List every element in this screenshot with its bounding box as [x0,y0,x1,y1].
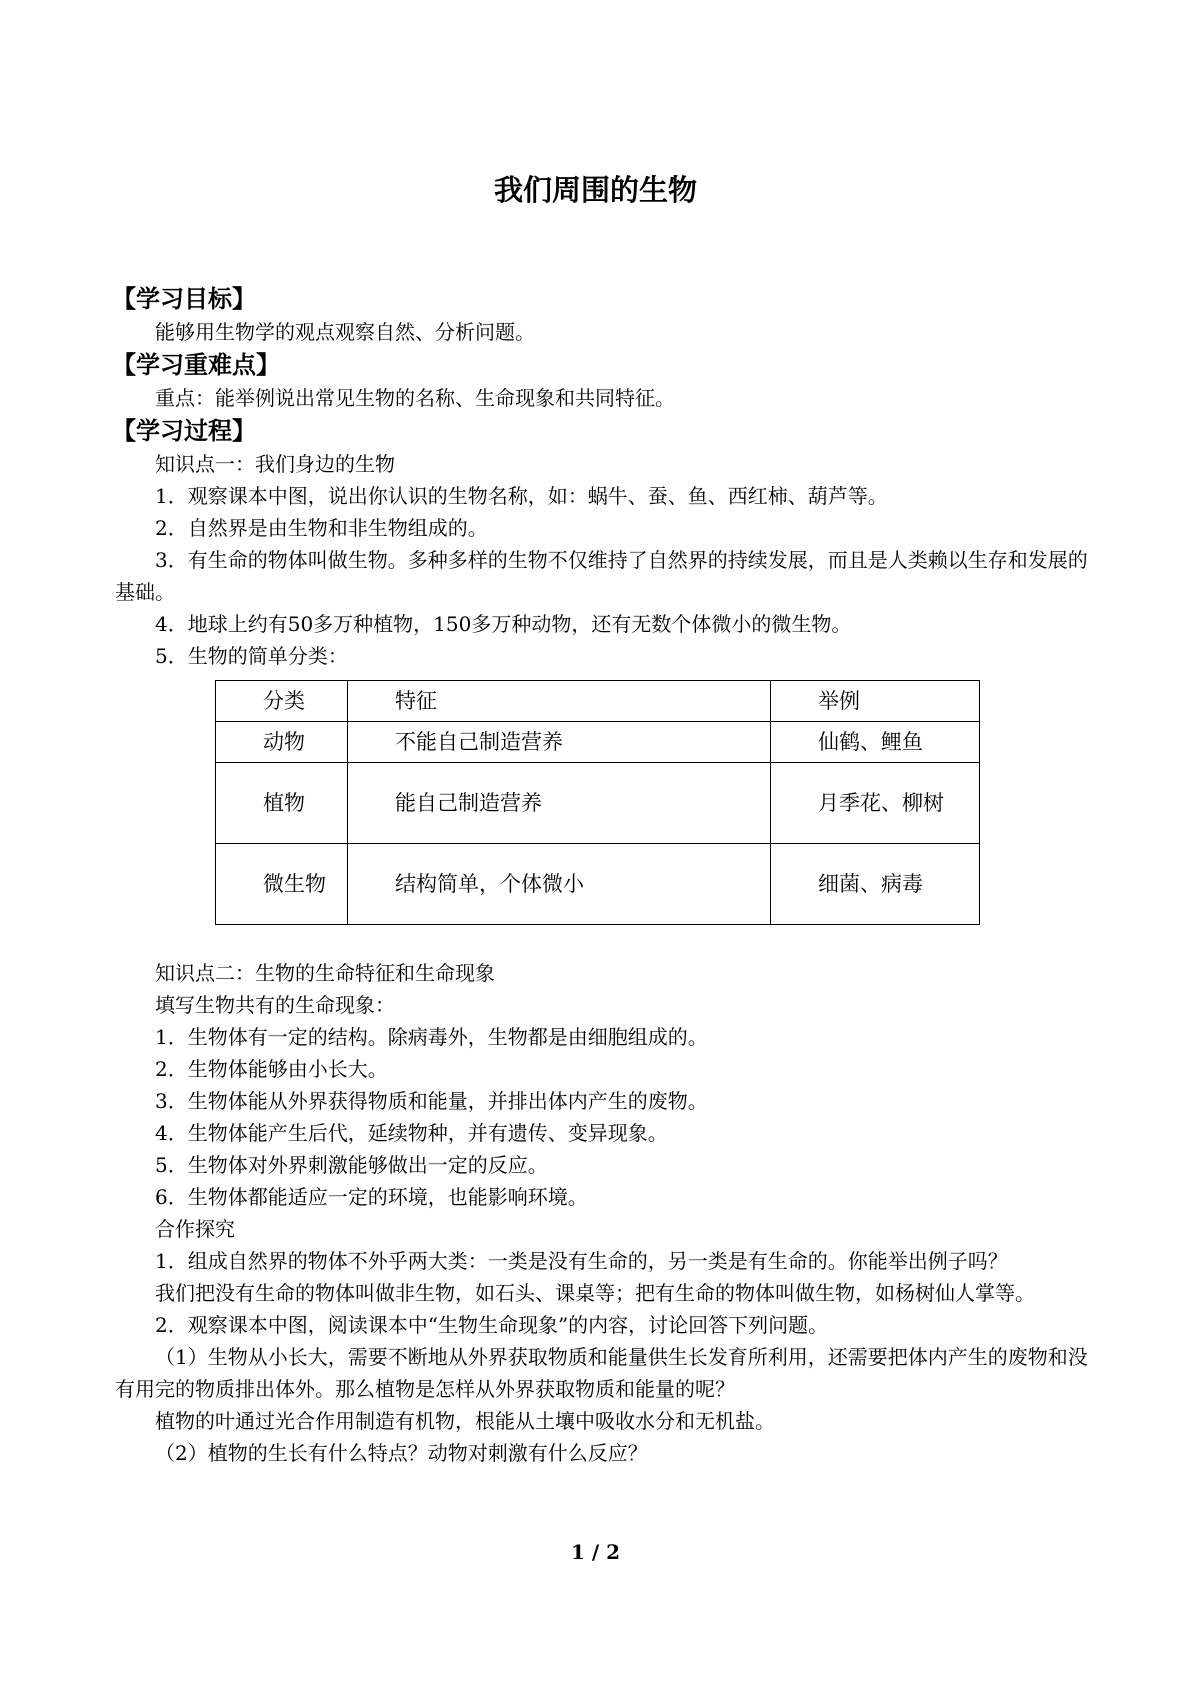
table-cell: 动物 [216,722,348,763]
coop-question: 1．组成自然界的物体不外乎两大类：一类是没有生命的，另一类是有生命的。你能举出例子吗？ [155,1249,1008,1273]
goal-text: 能够用生物学的观点观察自然、分析问题。 [155,320,535,344]
table-cell: 结构简单，个体微小 [348,844,771,925]
key-heading: 【学习重难点】 [112,351,280,379]
table-header-cell: 特征 [348,681,771,722]
coop-title: 合作探究 [155,1217,235,1241]
point2-item: 1．生物体有一定的结构。除病毒外，生物都是由细胞组成的。 [155,1025,708,1049]
coop-answer: 植物的叶通过光合作用制造有机物，根能从土壤中吸收水分和无机盐。 [155,1409,775,1433]
point1-item: 3．有生命的物体叫做生物。多种多样的生物不仅维持了自然界的持续发展，而且是人类赖以生存和发展的基础。 [115,548,1088,604]
table-header-cell: 分类 [216,681,348,722]
table-header-row [216,681,980,722]
document-body [112,282,1090,1469]
page-number: 1 / 2 [570,1540,621,1564]
table-row [216,763,980,844]
goal-heading: 【学习目标】 [112,285,256,313]
document-title: 我们周围的生物 [493,173,697,207]
point1-item: 1．观察课本中图，说出你认识的生物名称，如：蜗牛、蚕、鱼、西红柿、葫芦等。 [155,484,888,508]
table-cell: 能自己制造营养 [348,763,771,844]
point1-item: 2．自然界是由生物和非生物组成的。 [155,516,488,540]
key-text: 重点：能举例说出常见生物的名称、生命现象和共同特征。 [155,386,675,410]
point2-item: 2．生物体能够由小长大。 [155,1057,388,1081]
table-cell: 植物 [216,763,348,844]
point2-title: 知识点二：生物的生命特征和生命现象 [155,961,495,985]
coop-subquestion: （2）植物的生长有什么特点？动物对刺激有什么反应？ [155,1441,648,1465]
table-row [216,722,980,763]
point1-item: 5．生物的简单分类： [155,644,348,668]
table-header-cell: 举例 [771,681,980,722]
table-cell: 月季花、柳树 [771,763,980,844]
point1-item: 4．地球上约有50多万种植物，150多万种动物，还有无数个体微小的微生物。 [155,612,852,636]
table-cell: 微生物 [216,844,348,925]
table-row [216,844,980,925]
coop-subquestion: （1）生物从小长大，需要不断地从外界获取物质和能量供生长发育所利用，还需要把体内产生的废物和没有用完的物质排出体外。那么植物是怎样从外界获取物质和能量的呢？ [115,1345,1088,1401]
point2-intro: 填写生物共有的生命现象： [155,993,395,1017]
table-cell: 不能自己制造营养 [348,722,771,763]
point2-item: 4．生物体能产生后代，延续物种，并有遗传、变异现象。 [155,1121,668,1145]
table-cell: 细菌、病毒 [771,844,980,925]
coop-question: 2．观察课本中图，阅读课本中“生物生命现象”的内容，讨论回答下列问题。 [155,1313,829,1337]
point2-item: 5．生物体对外界刺激能够做出一定的反应。 [155,1153,548,1177]
process-heading: 【学习过程】 [112,417,256,445]
point1-title: 知识点一：我们身边的生物 [155,452,395,476]
point2-item: 6．生物体都能适应一定的环境，也能影响环境。 [155,1185,588,1209]
point2-item: 3．生物体能从外界获得物质和能量，并排出体内产生的废物。 [155,1089,708,1113]
coop-answer: 我们把没有生命的物体叫做非生物，如石头、课桌等；把有生命的物体叫做生物，如杨树仙人掌等。 [155,1281,1035,1305]
table-cell: 仙鹤、鲤鱼 [771,722,980,763]
classification-table [215,680,980,925]
